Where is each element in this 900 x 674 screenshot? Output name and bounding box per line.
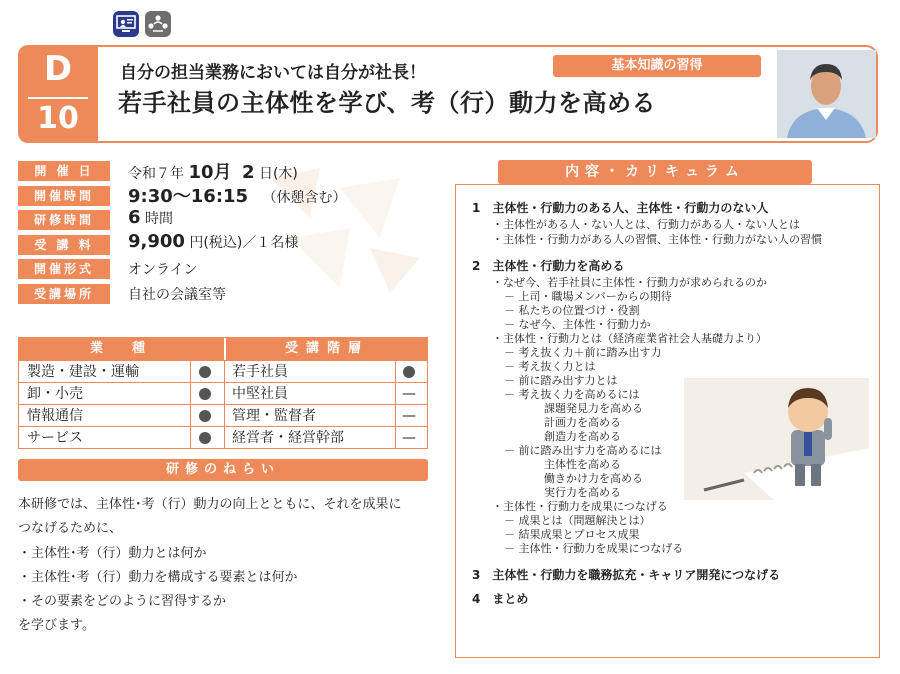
code-divider [28,97,88,99]
hours-unit: 時間 [144,211,173,227]
instructor-photo [777,50,876,138]
format-value: オンライン [128,262,198,278]
date-label: 開 催 日 [18,161,110,181]
aim-line: を学びます。 [18,618,95,633]
curriculum-item: － 結果成果とプロセス成果 [504,528,640,541]
course-code-number: 10 [37,101,79,136]
curriculum-item: ・主体性・行動力を成果につなげる [492,500,668,513]
time-note: （休憩含む） [262,190,347,206]
table-divider [190,360,191,448]
hours-label: 研修時間 [18,210,110,230]
format-label: 開催形式 [18,259,110,279]
curriculum-item: － 考え抜く力を高めるには [504,388,640,401]
curriculum-item: ・主体性・行動力がある人の習慣、主体性・行動力がない人の習慣 [492,233,822,246]
course-subtitle: 自分の担当業務においては自分が社長！ [120,63,426,83]
thinking-figure-illustration [684,378,869,500]
curriculum-item: － 上司・職場メンバーからの期待 [504,290,672,303]
curriculum-item: － 私たちの位置づけ・役割 [504,304,640,317]
fee-unit: 円(税込)／１名様 [189,235,299,251]
mark-dot [395,361,423,383]
table-row: サービス [19,426,224,448]
curriculum-item: － 考え抜く力とは [504,360,596,373]
venue-value: 自社の会議室等 [128,287,226,303]
curriculum-item: － 成果とは（問題解決とは） [504,514,651,527]
date-prefix: 令和７年 [128,166,184,182]
industry-header: 業 種 [19,338,224,360]
fee-value-row [128,231,298,252]
online-training-icon [113,11,139,37]
curriculum-section-2: 2 主体性・行動力を高める [472,259,625,273]
time-label: 開催時間 [18,186,110,206]
curriculum-section-1: 1 主体性・行動力のある人、主体性・行動力のない人 [472,201,769,215]
curriculum-item: － 考え抜く力＋前に踏み出す力 [504,346,662,359]
aim-line: ・その要素をどのように習得するか [18,594,227,609]
mark-dash: — [402,386,416,402]
mark-dash: — [402,408,416,424]
curriculum-item: 計画力を高める [544,416,621,429]
category-badge: 基本知識の習得 [553,55,761,77]
curriculum-item: 実行力を高める [544,486,621,499]
course-code-letter: D [43,49,73,89]
curriculum-item: 働きかけ力を高める [544,472,643,485]
fee-value: 9,900 [128,231,185,252]
curriculum-item: 創造力を高める [544,430,621,443]
table-row: 若手社員 [224,360,428,382]
table-row: 中堅社員 — [224,382,428,404]
hours-value-row [128,207,173,228]
course-code-tab [18,45,98,143]
time-value: 9:30～16:15 [128,186,249,207]
curriculum-item: － なぜ今、主体性・行動力か [504,318,651,331]
aims-heading: 研修のねらい [18,459,428,481]
mark-dot [191,405,219,427]
curriculum-item: 課題発見力を高める [544,402,643,415]
curriculum-item: ・主体性がある人・ない人とは、行動力がある人・ない人とは [492,218,800,231]
target-table [18,337,428,449]
hours-value: 6 [128,207,141,228]
level-header: 受講階層 [224,338,428,360]
course-title: 若手社員の主体性を学び、考（行）動力を高める [118,89,657,117]
curriculum-item: － 前に踏み出す力とは [504,374,618,387]
curriculum-heading: 内容・カリキュラム [498,160,812,184]
table-divider [395,360,396,448]
aim-line: ・主体性･考（行）動力を構成する要素とは何か [18,570,298,585]
table-row: 経営者・経営幹部 — [224,426,428,448]
date-day: 2 [241,162,255,183]
time-value-row [128,182,347,208]
fee-label: 受 講 料 [18,235,110,255]
date-month: 10月 [188,162,232,183]
curriculum-item: － 主体性・行動力を成果につなげる [504,542,684,555]
aim-line: つなげるために、 [18,521,123,536]
curriculum-item: － 前に踏み出す力を高めるには [504,444,662,457]
curriculum-section-4: 4 まとめ [472,592,529,606]
group-work-icon [145,11,171,37]
curriculum-item: 主体性を高める [544,458,621,471]
aim-line: 本研修では、主体性･考（行）動力の向上とともに、それを成果に [18,497,402,512]
mark-dot [191,383,219,405]
table-row: 卸・小売 [19,382,224,404]
table-row: 製造・建設・運輸 [19,360,224,382]
mark-dot [191,361,219,383]
curriculum-section-3: 3 主体性・行動力を職務拡充・キャリア開発につなげる [472,568,781,582]
aim-line: ・主体性･考（行）動力とは何か [18,546,207,561]
curriculum-item: ・主体性・行動力とは（経済産業省社会人基礎力より） [492,332,767,345]
venue-label: 受講場所 [18,284,110,304]
table-row: 情報通信 [19,404,224,426]
mark-dash: — [402,430,416,446]
date-value [128,158,298,184]
curriculum-item: ・なぜ今、若手社員に主体性・行動力が求められるのか [492,276,767,289]
date-suffix: 日(木) [258,166,298,182]
table-row: 管理・監督者 — [224,404,428,426]
mark-dot [191,427,219,449]
table-divider [224,360,225,448]
